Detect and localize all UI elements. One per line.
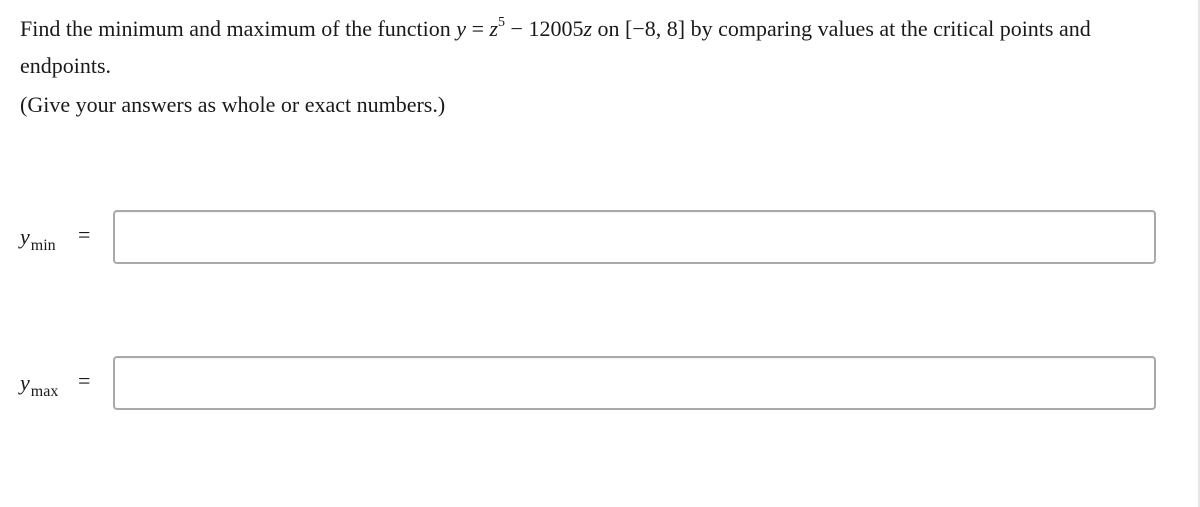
ymin-var: y <box>20 224 30 249</box>
ymax-subscript: max <box>30 383 59 400</box>
ymin-label <box>20 224 56 254</box>
function-y: y <box>456 16 467 41</box>
ymax-row <box>20 356 1160 412</box>
ymin-input[interactable] <box>113 210 1156 264</box>
ymax-var: y <box>20 370 30 395</box>
problem-text-lead: Find the minimum and maximum of the function <box>20 16 457 41</box>
function-minus: − <box>505 16 529 41</box>
ymin-equals: = <box>78 222 91 247</box>
answer-format-hint: (Give your answers as whole or exact numbers.) <box>20 92 446 117</box>
problem-text-tail: on [−8, 8] by comparing values at the critical points and endpoints. <box>20 16 1091 78</box>
ymin-subscript: min <box>30 237 56 254</box>
ymax-label <box>20 370 59 400</box>
problem-statement <box>20 12 1180 82</box>
function-equals: = <box>466 16 490 41</box>
ymax-input[interactable] <box>113 356 1156 410</box>
function-z: z <box>489 16 499 41</box>
function-coefficient: 12005 <box>528 16 584 41</box>
function-z-linear: z <box>583 16 593 41</box>
function-exponent: 5 <box>498 15 506 30</box>
ymin-row <box>20 210 1160 266</box>
ymax-equals: = <box>78 368 91 393</box>
